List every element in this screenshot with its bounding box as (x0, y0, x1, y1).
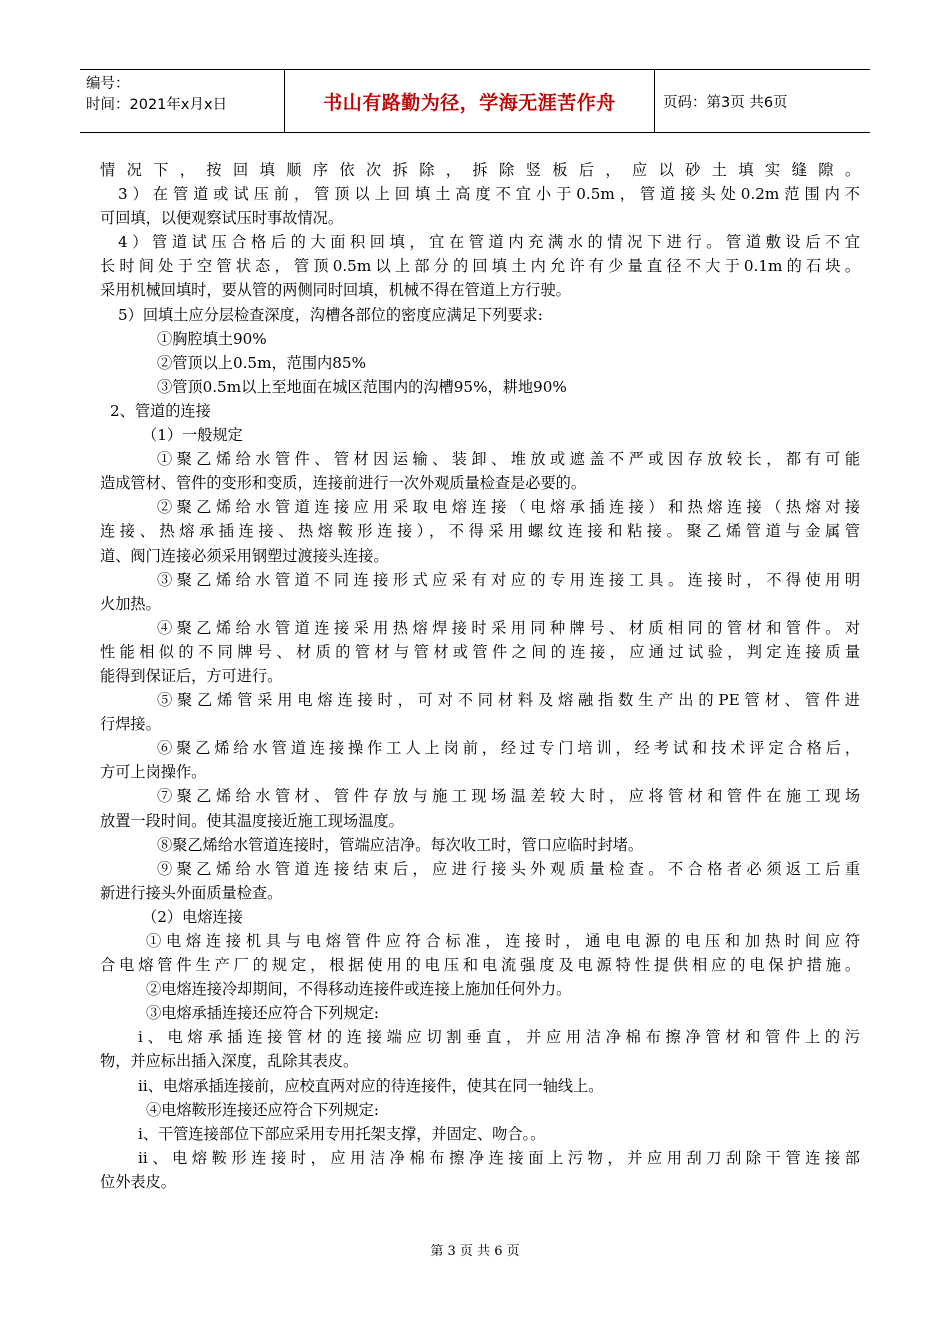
text-line: 5）回填土应分层检查深度，沟槽各部位的密度应满足下列要求: (118, 305, 543, 324)
text-line: ③聚乙烯给水管道不同连接形式应采有对应的专用连接工具。连接时，不得使用明 (157, 570, 860, 589)
text-line: 采用机械回填时，要从管的两侧同时回填，机械不得在管道上方行驶。 (100, 281, 571, 300)
text-line: ②聚乙烯给水管道连接应用采取电熔连接（电熔承插连接）和热熔连接（热熔对接 (157, 498, 860, 517)
section-heading: 2、管道的连接 (110, 401, 211, 420)
text-line: 长时间处于空管状态，管顶0.5m以上部分的回填土内允许有少量直径不大于0.1m的石块。 (100, 257, 860, 276)
text-line: ①聚乙烯给水管件、管材因运输、装卸、堆放或遮盖不严或因存放较长，都有可能 (157, 450, 860, 469)
document-date-label: 时间：2021年x月x日 (86, 97, 228, 113)
text-line: ⑦聚乙烯给水管材、管件存放与施工现场温差较大时，应将管材和管件在施工现场 (157, 787, 860, 806)
subsection-heading: （1）一般规定 (142, 426, 243, 445)
text-line: ⑤聚乙烯管采用电熔连接时，可对不同材料及熔融指数生产出的PE管材、管件进 (157, 691, 860, 710)
text-line: 能得到保证后，方可进行。 (100, 666, 283, 685)
text-line: 行焊接。 (100, 715, 161, 734)
text-line: ⅱ、电熔鞍形连接时，应用洁净棉布擦净连接面上污物，并应用刮刀刮除干管连接部 (138, 1148, 860, 1167)
text-line: 3）在管道或试压前，管顶以上回填土高度不宜小于0.5m，管道接头处0.2m范围内不 (118, 185, 860, 204)
text-line: ③电熔承插连接还应符合下列规定: (146, 1004, 379, 1023)
text-line: ⑧聚乙烯给水管道连接时，管端应洁净。每次收工时，管口应临时封堵。 (157, 835, 643, 854)
text-line: ②电熔连接冷却期间，不得移动连接件或连接上施加任何外力。 (146, 980, 572, 999)
header-meta (80, 70, 285, 132)
text-line: 连接、热熔承插连接、热熔鞍形连接），不得采用螺纹连接和粘接。聚乙烯管道与金属管 (100, 522, 860, 541)
text-line: 性能相似的不同牌号、材质的管材与管材或管件之间的连接，应通过试验，判定连接质量 (100, 642, 860, 661)
page-footer: 第 3 页 共 6 页 (430, 1244, 520, 1259)
page-header (80, 69, 870, 133)
text-line: ⑨聚乙烯给水管道连接结束后，应进行接头外观质量检查。不合格者必须返工后重 (157, 859, 860, 878)
text-line: ③管顶0.5m以上至地面在城区范围内的沟槽95%，耕地90% (157, 377, 567, 396)
text-line: ④聚乙烯给水管道连接采用热熔焊接时采用同种牌号、材质相同的管材和管件。对 (157, 618, 860, 637)
document-body (100, 158, 860, 1194)
text-line: 4）管道试压合格后的大面积回填，宜在管道内充满水的情况下进行。管道敷设后不宜 (118, 233, 860, 252)
header-motto: 书山有路勤为径，学海无涯苦作舟 (285, 70, 655, 132)
text-line: 情况下，按回填顺序依次拆除，拆除竖板后，应以砂土填实缝隙。 (100, 161, 860, 179)
subsection-heading: （2）电熔连接 (142, 907, 243, 926)
text-line: 道、阀门连接必须采用钢塑过渡接头连接。 (100, 546, 389, 565)
text-line: ①胸腔填土90% (157, 329, 267, 348)
text-line: ①电熔连接机具与电熔管件应符合标准，连接时，通电电源的电压和加热时间应符 (146, 932, 860, 950)
document-number-label: 编号： (86, 76, 130, 92)
header-page-number: 页码：第3页 共6页 (663, 94, 788, 111)
text-line: ⅱ、电熔承插连接前，应校直两对应的待连接件，使其在同一轴线上。 (138, 1076, 604, 1095)
text-line: ⑥聚乙烯给水管道连接操作工人上岗前，经过专门培训，经考试和技术评定合格后， (157, 739, 860, 758)
text-line: 方可上岗操作。 (100, 763, 207, 782)
text-line: 新进行接头外面质量检查。 (100, 883, 283, 902)
text-line: 合电熔管件生产厂的规定，根据使用的电压和电流强度及电源特性提供相应的电保护措施。 (100, 956, 860, 975)
text-line: 造成管材、管件的变形和变质，连接前进行一次外观质量检查是必要的。 (100, 474, 586, 493)
text-line: ⅰ、电熔承插连接管材的连接端应切割垂直，并应用洁净棉布擦净管材和管件上的污 (138, 1028, 860, 1047)
text-line: 物，并应标出插入深度，乱除其表皮。 (100, 1052, 359, 1071)
text-line: 位外表皮。 (100, 1172, 176, 1191)
text-line: ⅰ、干管连接部位下部应采用专用托架支撑，并固定、吻合。。 (138, 1124, 546, 1143)
text-line: ②管顶以上0.5m，范围内85% (157, 353, 366, 372)
text-line: 放置一段时间。使其温度接近施工现场温度。 (100, 811, 404, 830)
text-line: 可回填，以便观察试压时事故情况。 (100, 209, 343, 228)
text-line: 火加热。 (100, 594, 161, 613)
text-line: ④电熔鞍形连接还应符合下列规定: (146, 1100, 379, 1119)
